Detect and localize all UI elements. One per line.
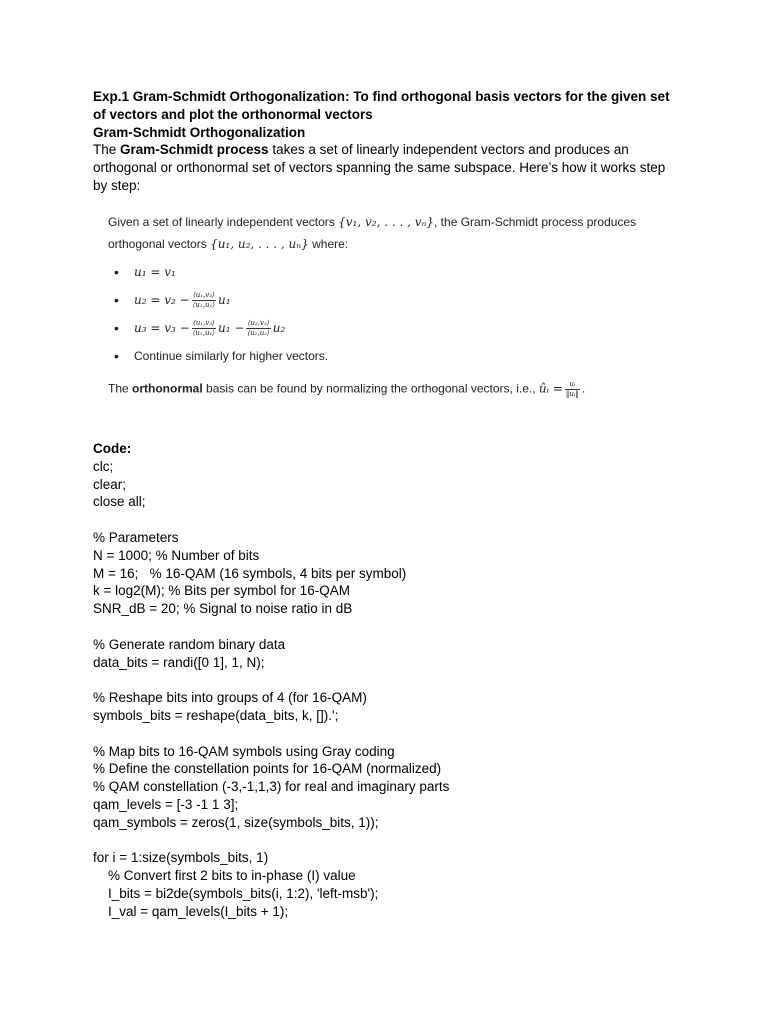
code-line: for i = 1:size(symbols_bits, 1)	[93, 850, 269, 866]
formula-u2-lhs: u₂ = v₂ −	[134, 293, 190, 307]
code-line: % Reshape bits into groups of 4 (for 16-QAM)	[93, 690, 367, 706]
frac-u2-den: ⟨u₁,u₁⟩	[192, 301, 216, 310]
code-line: N = 1000; % Number of bits	[93, 547, 260, 563]
code-line: symbols_bits = reshape(data_bits, k, []).';	[93, 707, 339, 723]
code-line: I_bits = bi2de(symbols_bits(i, 1:2), 'left-msb');	[93, 885, 379, 901]
code-section	[93, 440, 449, 921]
formula-u1-text: u₁ = v₁	[134, 265, 176, 279]
math-line2-a: orthogonal vectors	[108, 237, 211, 251]
formula-continue-text: Continue similarly for higher vectors.	[134, 349, 329, 363]
code-label: Code:	[93, 441, 132, 456]
formula-u3-tail: u₂	[272, 321, 286, 335]
document-header	[93, 88, 693, 195]
frac-u3-b-den: ⟨u₂,u₂⟩	[247, 329, 270, 338]
frac-u2	[192, 291, 216, 310]
formula-list	[108, 258, 698, 370]
code-line: clear;	[93, 476, 127, 492]
experiment-title-line2: of vectors and plot the orthonormal vectors	[93, 106, 373, 122]
ortho-end: .	[581, 381, 586, 396]
code-line: qam_levels = [-3 -1 1 3];	[93, 796, 239, 812]
math-line1-b: , the Gram-Schmidt process produces	[434, 215, 637, 229]
formula-u3-lhs: u₃ = v₃ −	[134, 321, 190, 335]
code-line	[93, 671, 449, 689]
math-line2-b: where:	[308, 237, 349, 251]
code-line: close all;	[93, 494, 146, 510]
frac-ortho-num: uᵢ	[565, 380, 580, 390]
section-subtitle: Gram-Schmidt Orthogonalization	[93, 124, 306, 140]
frac-u3-b	[246, 319, 270, 338]
code-line: data_bits = randi([0 1], 1, N);	[93, 654, 265, 670]
frac-u2-num: ⟨u₁,v₂⟩	[192, 291, 215, 300]
formula-u2-tail: u₁	[218, 293, 231, 307]
formula-continue	[108, 342, 698, 370]
code-line: I_val = qam_levels(I_bits + 1);	[93, 903, 289, 919]
code-line: % Generate random binary data	[93, 636, 286, 652]
frac-u3-b-num: ⟨u₂,v₃⟩	[247, 319, 270, 328]
code-block	[93, 458, 449, 921]
set-u: {u₁, u₂, . . . , uₙ}	[210, 237, 309, 251]
frac-ortho	[565, 380, 580, 399]
code-line	[93, 511, 449, 529]
formula-u2	[108, 286, 698, 314]
math-figure	[108, 214, 698, 399]
frac-u3-a-den: ⟨u₁,u₁⟩	[192, 329, 216, 338]
code-line	[93, 832, 449, 850]
frac-u3-a-num: ⟨u₁,v₃⟩	[192, 319, 215, 328]
ortho-pre: The	[108, 381, 133, 396]
frac-u3-a	[192, 319, 216, 338]
code-line	[93, 618, 449, 636]
set-v: {v₁, v₂, . . . , vₙ}	[338, 215, 435, 229]
code-line	[93, 725, 449, 743]
intro-pre: The	[93, 142, 121, 158]
formula-u1	[108, 258, 698, 286]
intro-paragraph	[93, 141, 683, 194]
code-line: qam_symbols = zeros(1, size(symbols_bits, 1));	[93, 814, 379, 830]
code-line: % Parameters	[93, 529, 179, 545]
formula-u3-mid: u₁ −	[218, 321, 245, 335]
ortho-lhs: ûᵢ =	[538, 381, 563, 396]
math-line1	[108, 214, 698, 230]
frac-ortho-den: ‖uᵢ‖	[565, 390, 579, 398]
code-line: % Convert first 2 bits to in-phase (I) value	[93, 868, 356, 884]
math-line2	[108, 236, 698, 252]
code-line: % Map bits to 16-QAM symbols using Gray coding	[93, 743, 395, 759]
code-line: clc;	[93, 458, 114, 474]
code-line: % Define the constellation points for 16-QAM (normalized)	[93, 761, 442, 777]
code-line: k = log2(M); % Bits per symbol for 16-QAM	[93, 583, 350, 599]
ortho-post: basis can be found by normalizing the orthogonal vectors, i.e.,	[202, 381, 539, 396]
code-line: % QAM constellation (-3,-1,1,3) for real and imaginary parts	[93, 779, 450, 795]
intro-post: takes a set of linearly independent vectors and produces an orthogonal or orthonormal set of vectors spanning the same subspace. Here’s how it works step by step:	[93, 142, 666, 193]
formula-u3	[108, 314, 698, 342]
experiment-title-line1: Exp.1 Gram-Schmidt Orthogonalization: To find orthogonal basis vectors for the given set	[93, 89, 670, 104]
code-line: M = 16; % 16-QAM (16 symbols, 4 bits per symbol)	[93, 565, 407, 581]
ortho-bold: orthonormal	[132, 381, 203, 396]
code-line: SNR_dB = 20; % Signal to noise ratio in dB	[93, 601, 353, 617]
intro-bold: Gram-Schmidt process	[120, 142, 269, 158]
orthonormal-line	[108, 380, 698, 399]
math-line1-a: Given a set of linearly independent vectors	[108, 215, 339, 229]
